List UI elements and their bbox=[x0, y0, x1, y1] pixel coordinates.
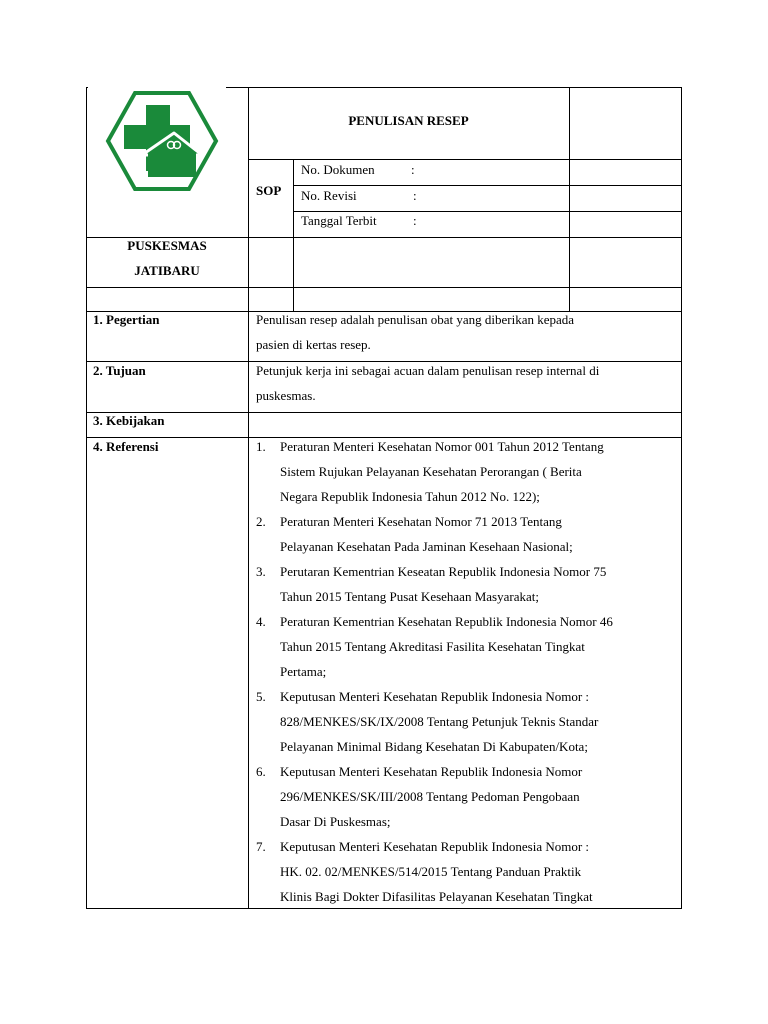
section-pengertian-text-1: Penulisan resep adalah penulisan obat yang diberikan kepada bbox=[256, 312, 575, 327]
list-item-line: Tahun 2015 Tentang Akreditasi Fasilita Kesehatan Tingkat bbox=[280, 639, 585, 654]
list-item-line: Dasar Di Puskesmas; bbox=[280, 814, 391, 829]
list-item bbox=[256, 609, 681, 684]
field-no-dokumen-colon: : bbox=[411, 162, 415, 177]
section-referensi-label: 4. Referensi bbox=[93, 439, 159, 454]
list-item-line: HK. 02. 02/MENKES/514/2015 Tentang Panduan Praktik bbox=[280, 864, 582, 879]
list-item-line: Pelayanan Kesehatan Pada Jaminan Kesehaan Nasional; bbox=[280, 539, 573, 554]
rule-col3 bbox=[569, 87, 570, 312]
list-item bbox=[256, 684, 681, 759]
list-item-line: Keputusan Menteri Kesehatan Republik Indonesia Nomor : bbox=[280, 839, 590, 854]
list-item-number: 1. bbox=[256, 439, 266, 454]
list-item-line: Keputusan Menteri Kesehatan Republik Indonesia Nomor bbox=[280, 764, 583, 779]
list-item bbox=[256, 509, 681, 559]
list-item-line: Tahun 2015 Tentang Pusat Kesehaan Masyarakat; bbox=[280, 589, 539, 604]
section-tujuan-text-1: Petunjuk kerja ini sebagai acuan dalam penulisan resep internal di bbox=[256, 363, 600, 378]
field-tanggal-terbit-colon: : bbox=[413, 213, 417, 228]
list-item-number: 7. bbox=[256, 839, 266, 854]
list-item-number: 5. bbox=[256, 689, 266, 704]
document-title: PENULISAN RESEP bbox=[348, 113, 469, 128]
sop-label: SOP bbox=[256, 183, 282, 198]
puskesmas-logo-icon bbox=[104, 89, 220, 193]
rule-col1 bbox=[248, 87, 249, 909]
list-item-line: Pelayanan Minimal Bidang Kesehatan Di Kabupaten/Kota; bbox=[280, 739, 588, 754]
list-item-line: Pertama; bbox=[280, 664, 327, 679]
section-pengertian-text-2: pasien di kertas resep. bbox=[256, 337, 371, 352]
section-pengertian-label: 1. Pegertian bbox=[93, 312, 160, 327]
list-item-line: Peraturan Menteri Kesehatan Nomor 71 2013 Tentang bbox=[280, 514, 562, 529]
section-tujuan-label: 2. Tujuan bbox=[93, 363, 146, 378]
list-item bbox=[256, 834, 681, 909]
list-item-number: 2. bbox=[256, 514, 266, 529]
field-no-revisi-label: No. Revisi bbox=[301, 188, 357, 203]
list-item-line: Peraturan Menteri Kesehatan Nomor 001 Tahun 2012 Tentang bbox=[280, 439, 604, 454]
rule-col2 bbox=[293, 159, 294, 312]
rule-top-right bbox=[226, 87, 682, 88]
list-item-line: Peraturan Kementrian Kesehatan Republik Indonesia Nomor 46 bbox=[280, 614, 613, 629]
rule-right bbox=[681, 87, 682, 909]
list-item bbox=[256, 559, 681, 609]
list-item-line: Perutaran Kementrian Keseatan Republik Indonesia Nomor 75 bbox=[280, 564, 607, 579]
section-tujuan-text-2: puskesmas. bbox=[256, 388, 316, 403]
puskesmas-logo bbox=[104, 89, 220, 193]
list-item-line: Sistem Rujukan Pelayanan Kesehatan Perorangan ( Berita bbox=[280, 464, 582, 479]
rule-left bbox=[86, 87, 87, 909]
list-item-line: Keputusan Menteri Kesehatan Republik Indonesia Nomor : bbox=[280, 689, 590, 704]
field-no-revisi-colon: : bbox=[413, 188, 417, 203]
list-item-number: 6. bbox=[256, 764, 266, 779]
list-item bbox=[256, 434, 681, 509]
field-no-dokumen-label: No. Dokumen bbox=[301, 162, 375, 177]
org-name-line2: JATIBARU bbox=[134, 263, 200, 278]
referensi-list bbox=[256, 434, 681, 909]
section-kebijakan-label: 3. Kebijakan bbox=[93, 413, 165, 428]
list-item-line: Negara Republik Indonesia Tahun 2012 No. 122); bbox=[280, 489, 540, 504]
org-name-line1: PUSKESMAS bbox=[127, 238, 207, 253]
list-item-line: Klinis Bagi Dokter Difasilitas Pelayanan Kesehatan Tingkat bbox=[280, 889, 593, 904]
list-item-number: 4. bbox=[256, 614, 266, 629]
rule-tujuan-bottom bbox=[86, 412, 682, 413]
list-item-line: 828/MENKES/SK/IX/2008 Tentang Petunjuk Teknis Standar bbox=[280, 714, 599, 729]
list-item-line: 296/MENKES/SK/III/2008 Tentang Pedoman Pengobaan bbox=[280, 789, 580, 804]
field-tanggal-terbit-label: Tanggal Terbit bbox=[301, 213, 377, 228]
rule-header-low bbox=[86, 287, 682, 288]
list-item bbox=[256, 759, 681, 834]
list-item-number: 3. bbox=[256, 564, 266, 579]
